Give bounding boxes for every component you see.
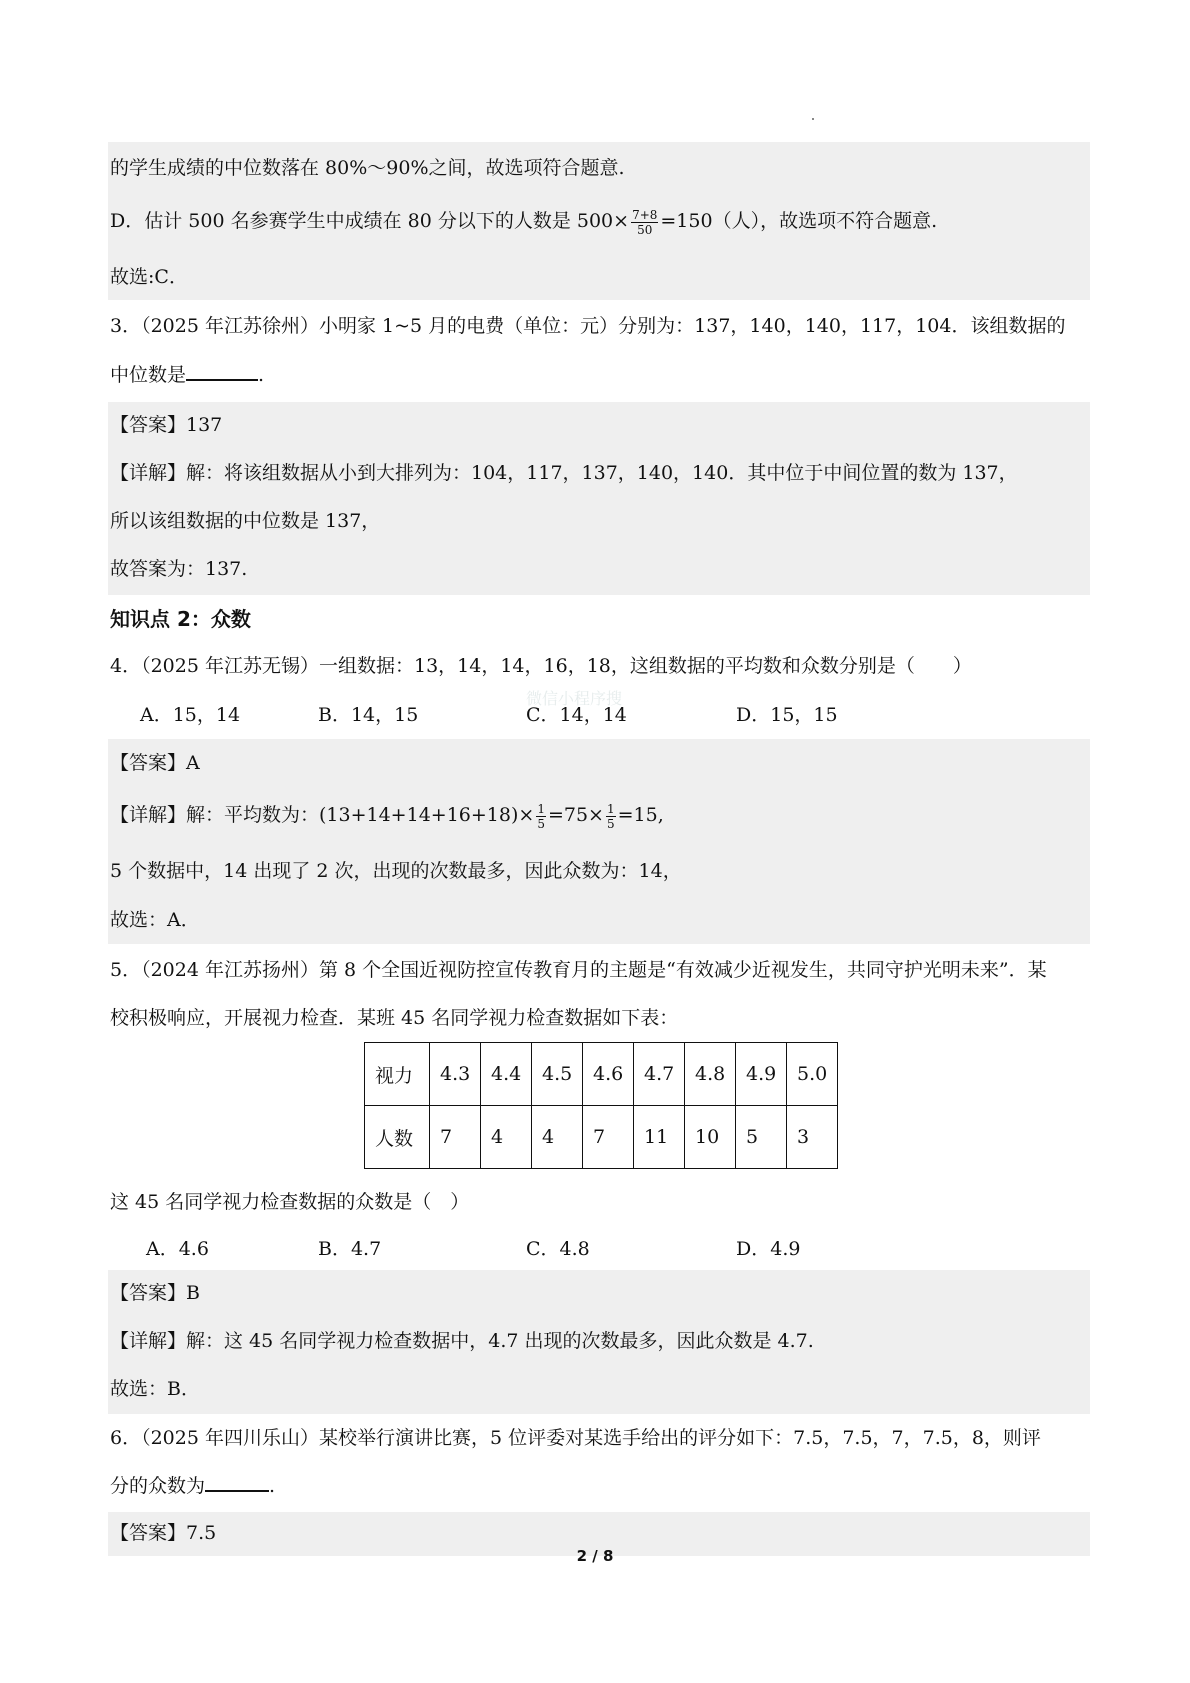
table-cell: 4.8 (685, 1043, 736, 1106)
answer-label: 【答案】137 (110, 414, 223, 436)
detail-line: 5 个数据中，14 出现了 2 次，出现的次数最多，因此众数为：14， (110, 860, 682, 882)
fraction (536, 802, 546, 831)
question-5-line1: 5．（2024 年江苏扬州）第 8 个全国近视防控宣传教育月的主题是“有效减少近视发生，共同守护光明未来”．某 (110, 959, 1047, 981)
question-6-line1: 6．（2025 年四川乐山）某校举行演讲比赛，5 位评委对某选手给出的评分如下：7.5，7.5，7，7.5，8，则评 (110, 1427, 1041, 1449)
option-c[interactable]: C．14，14 (526, 704, 627, 726)
text-segment: =15, (617, 804, 664, 826)
question-5-options (108, 1226, 1090, 1273)
stray-dot (812, 118, 814, 120)
table-row (365, 1043, 838, 1106)
detail-line: 故选：B． (110, 1378, 200, 1400)
section-heading: 知识点 2：众数 (110, 607, 251, 631)
fraction-numerator: 1 (606, 801, 615, 816)
question-3-line2 (108, 352, 1090, 399)
fraction-denominator: 50 (637, 222, 653, 237)
fraction (631, 208, 658, 237)
text-segment: D．估计 500 名参赛学生中成绩在 80 分以下的人数是 500× (110, 210, 630, 232)
question-4: 4．（2025 年江苏无锡）一组数据：13，14，14，16，18，这组数据的平均数和众数分别是（ ） (110, 655, 972, 677)
option-d[interactable]: D．4.9 (736, 1238, 801, 1260)
fraction-numerator: 1 (537, 801, 545, 816)
table-cell: 4.7 (634, 1043, 685, 1106)
answer-label: 【答案】A (110, 752, 200, 774)
option-a[interactable]: A．15，14 (140, 704, 241, 726)
detail-line: 故选：A． (110, 909, 200, 931)
table-cell: 7 (430, 1106, 481, 1169)
table-cell: 7 (583, 1106, 634, 1169)
table-cell: 11 (634, 1106, 685, 1169)
answer-label: 【答案】7.5 (110, 1522, 217, 1544)
text-segment: 【详解】解：平均数为：(13+14+14+16+18)× (110, 804, 535, 826)
text-segment: 分的众数为 (110, 1475, 206, 1497)
option-c[interactable]: C．4.8 (526, 1238, 590, 1260)
fraction (606, 802, 616, 831)
fraction-denominator: 5 (606, 816, 615, 831)
question-3-line1: 3．（2025 年江苏徐州）小明家 1~5 月的电费（单位：元）分别为：137，140，140，117，104．该组数据的 (110, 315, 1066, 337)
table-header-cell: 人数 (365, 1106, 430, 1169)
fraction-numerator: 7+8 (632, 207, 658, 222)
option-d-explanation (108, 198, 1090, 245)
text-segment: 中位数是 (110, 364, 187, 386)
detail-line: 所以该组数据的中位数是 137， (110, 510, 381, 532)
option-d[interactable]: D．15，15 (736, 704, 838, 726)
table-cell: 4.4 (481, 1043, 532, 1106)
answer-label: 【答案】B (110, 1282, 200, 1304)
option-b[interactable]: B．4.7 (318, 1238, 382, 1260)
table-cell: 4.6 (583, 1043, 634, 1106)
option-b[interactable]: B．14，15 (318, 704, 419, 726)
table-row (365, 1106, 838, 1169)
table-cell: 10 (685, 1106, 736, 1169)
watermark-text: 微信小程序搜 (526, 689, 623, 708)
detail-line (108, 792, 1090, 839)
question-6-line2 (108, 1463, 1090, 1510)
page-number: 2 / 8 (576, 1547, 614, 1565)
table-cell: 4.5 (532, 1043, 583, 1106)
text-segment: . (269, 1475, 276, 1497)
text-segment: . (258, 364, 265, 386)
vision-table (364, 1042, 838, 1169)
text-segment: =75× (547, 804, 604, 826)
table-cell: 4.9 (736, 1043, 787, 1106)
detail-line: 故答案为：137. (110, 558, 248, 580)
fraction-denominator: 5 (537, 816, 545, 831)
table-cell: 4 (481, 1106, 532, 1169)
table-cell: 4.3 (430, 1043, 481, 1106)
detail-line: 【详解】解：这 45 名同学视力检查数据中，4.7 出现的次数最多，因此众数是 4.7. (110, 1330, 814, 1352)
text-segment: =150（人），故选项不符合题意. (660, 210, 938, 232)
question-5-line3: 这 45 名同学视力检查数据的众数是（ ） (110, 1191, 470, 1213)
detail-line: 【详解】解：将该组数据从小到大排列为：104，117，137，140，140．其中位于中间位置的数为 137， (110, 462, 1018, 484)
text-line: 的学生成绩的中位数落在 80%～90%之间，故选项符合题意. (110, 157, 625, 179)
text-line: 故选:C． (110, 266, 188, 288)
table-cell: 5.0 (787, 1043, 838, 1106)
table-cell: 4 (532, 1106, 583, 1169)
answer-blank[interactable] (205, 1471, 269, 1492)
table-cell: 3 (787, 1106, 838, 1169)
table-cell: 5 (736, 1106, 787, 1169)
option-a[interactable]: A．4.6 (146, 1238, 209, 1260)
question-5-line2: 校积极响应，开展视力检查．某班 45 名同学视力检查数据如下表： (110, 1007, 679, 1029)
answer-blank[interactable] (186, 360, 258, 381)
table-header-cell: 视力 (365, 1043, 430, 1106)
